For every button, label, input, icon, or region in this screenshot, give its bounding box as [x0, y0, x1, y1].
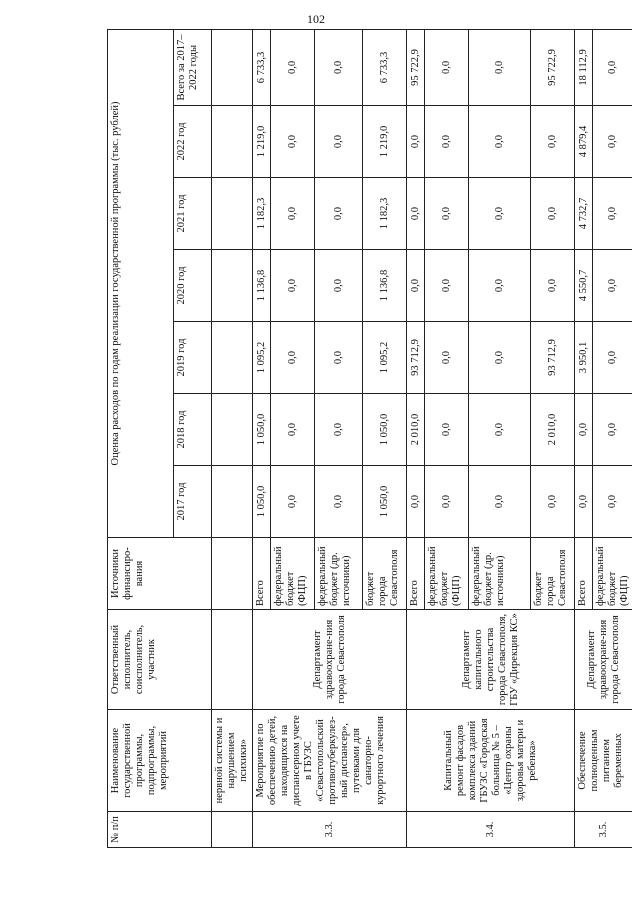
table-row [407, 29, 425, 847]
cell-value: 0,0 [407, 466, 425, 538]
cell-resp: Департамент здравоохране-ния города Севастополя [253, 610, 407, 710]
cell-value: 0,0 [425, 466, 469, 538]
cell-value: 0,0 [593, 178, 632, 250]
cell-name: Обеспечение полноценным питанием беременных [575, 710, 632, 812]
cell-value: 3 950,1 [575, 322, 593, 394]
cell-resp: Департамент здравоохране-ния города Севастополя [575, 610, 632, 710]
cell-value: 0,0 [593, 322, 632, 394]
header-year: 2019 год [174, 322, 212, 394]
cell-value: 93 712,9 [531, 322, 575, 394]
cell-value: 0,0 [469, 250, 531, 322]
cell-source: Всего [407, 538, 425, 610]
cell-total: 0,0 [469, 29, 531, 105]
cell-value: 0,0 [425, 178, 469, 250]
cell-name: нервной системы и нарушением психики» [212, 710, 253, 812]
cell-num: 3.5. [575, 812, 632, 848]
cell-value: 0,0 [407, 106, 425, 178]
cell-value: 0,0 [425, 106, 469, 178]
header-year: 2022 год [174, 106, 212, 178]
table-row [575, 29, 593, 847]
cell-total: 0,0 [271, 29, 315, 105]
cell-value: 1 136,8 [363, 250, 407, 322]
cell-value: 0,0 [315, 466, 363, 538]
cell-value: 0,0 [575, 394, 593, 466]
cell-value: 1 219,0 [253, 106, 271, 178]
cell-value: 2 010,0 [407, 394, 425, 466]
cell-num: 3.3. [253, 812, 407, 848]
cell-source: бюджет города Севастополя [363, 538, 407, 610]
header-year: 2017 год [174, 466, 212, 538]
cell-value: 0,0 [531, 250, 575, 322]
cell-num: 3.4. [407, 812, 575, 848]
cell-source: федеральный бюджет (ФЦП) [271, 538, 315, 610]
cell-value: 0,0 [469, 322, 531, 394]
cell-value: 0,0 [593, 106, 632, 178]
cell-value: 1 050,0 [363, 394, 407, 466]
cell-value: 0,0 [425, 250, 469, 322]
cell-value: 0,0 [271, 178, 315, 250]
header-source: Источники финансиро-вания [108, 538, 212, 610]
cell-value: 0,0 [315, 394, 363, 466]
cell-total: 6 733,3 [253, 29, 271, 105]
budget-table-rotated [107, 30, 630, 848]
cell-source: Всего [575, 538, 593, 610]
cell-value: 4 550,7 [575, 250, 593, 322]
cell-source: федеральный бюджет (др. источники) [315, 538, 363, 610]
table-row-carry-over [212, 29, 253, 847]
cell-value: 1 095,2 [363, 322, 407, 394]
cell-value: 0,0 [271, 250, 315, 322]
cell-value: 0,0 [469, 394, 531, 466]
cell-name: Капитальный ремонт фасадов комплекса зданий ГБУЗС «Городская больница № 5 – «Центр охраны здоровья матери и ребенка» [407, 710, 575, 812]
cell-total: 0,0 [315, 29, 363, 105]
cell-source: федеральный бюджет (ФЦП) [425, 538, 469, 610]
cell-value: 0,0 [469, 466, 531, 538]
header-responsible: Ответственный исполнитель, соисполнитель, участник [108, 610, 212, 710]
cell-value: 1 095,2 [253, 322, 271, 394]
cell-value: 1 050,0 [253, 394, 271, 466]
cell-value: 0,0 [531, 466, 575, 538]
cell-source: федеральный бюджет (др. источники) [469, 538, 531, 610]
cell-value: 0,0 [315, 250, 363, 322]
cell-value: 1 182,3 [253, 178, 271, 250]
cell-value: 0,0 [575, 466, 593, 538]
table-body [212, 29, 632, 847]
cell-total: 95 722,9 [407, 29, 425, 105]
cell-value: 1 050,0 [253, 466, 271, 538]
header-estimate: Оценка расходов по годам реализации государственной программы (тыс. рублей) [108, 29, 174, 537]
cell-total: 18 112,9 [575, 29, 593, 105]
cell-value: 0,0 [271, 322, 315, 394]
cell-source: федеральный бюджет (ФЦП) [593, 538, 632, 610]
cell-resp [212, 610, 253, 710]
cell-num [212, 812, 253, 848]
header-year: 2018 год [174, 394, 212, 466]
cell-source: Всего [253, 538, 271, 610]
cell-value: 0,0 [531, 178, 575, 250]
cell-value: 0,0 [407, 178, 425, 250]
header-year: 2021 год [174, 178, 212, 250]
cell-value: 0,0 [407, 250, 425, 322]
cell-value: 4 732,7 [575, 178, 593, 250]
cell-total: 0,0 [593, 29, 632, 105]
cell-value: 1 050,0 [363, 466, 407, 538]
cell-name: Мероприятие по обеспечению детей, находящихся на диспансерном учете в ГБУЗС «Севастопольский противотуберкулез-ный диспансер», путевками для санаторно-курортного лечения [253, 710, 407, 812]
cell-value: 0,0 [425, 394, 469, 466]
table-row [253, 29, 271, 847]
cell-value: 1 182,3 [363, 178, 407, 250]
cell-value: 0,0 [315, 322, 363, 394]
cell-value: 0,0 [315, 106, 363, 178]
cell-total: 6 733,3 [363, 29, 407, 105]
header-year: 2020 год [174, 250, 212, 322]
cell-value: 0,0 [271, 466, 315, 538]
cell-resp: Департамент капитального строительства города Севастополя, ГБУ «Дирекция КС» [407, 610, 575, 710]
cell-value: 0,0 [271, 394, 315, 466]
header-total: Всего за 2017–2022 годы [174, 29, 212, 105]
cell-value: 0,0 [469, 178, 531, 250]
cell-value: 0,0 [315, 178, 363, 250]
cell-value: 0,0 [593, 466, 632, 538]
cell-total: 95 722,9 [531, 29, 575, 105]
cell-source: бюджет города Севастополя [531, 538, 575, 610]
header-name: Наименование государственной программы, подпрограммы, мероприятий [108, 710, 212, 812]
cell-value: 93 712,9 [407, 322, 425, 394]
cell-value: 4 879,4 [575, 106, 593, 178]
cell-value: 2 010,0 [531, 394, 575, 466]
cell-value: 0,0 [593, 250, 632, 322]
cell-value: 0,0 [593, 394, 632, 466]
cell-src [212, 538, 253, 610]
cell-total: 0,0 [425, 29, 469, 105]
page-number: 102 [307, 12, 325, 26]
cell-value: 0,0 [531, 106, 575, 178]
budget-table [107, 29, 632, 848]
cell-value: 1 136,8 [253, 250, 271, 322]
cell-value: 0,0 [425, 322, 469, 394]
cell-value: 1 219,0 [363, 106, 407, 178]
header-num: № п/п [108, 812, 212, 848]
cell-value: 0,0 [271, 106, 315, 178]
cell-value: 0,0 [469, 106, 531, 178]
